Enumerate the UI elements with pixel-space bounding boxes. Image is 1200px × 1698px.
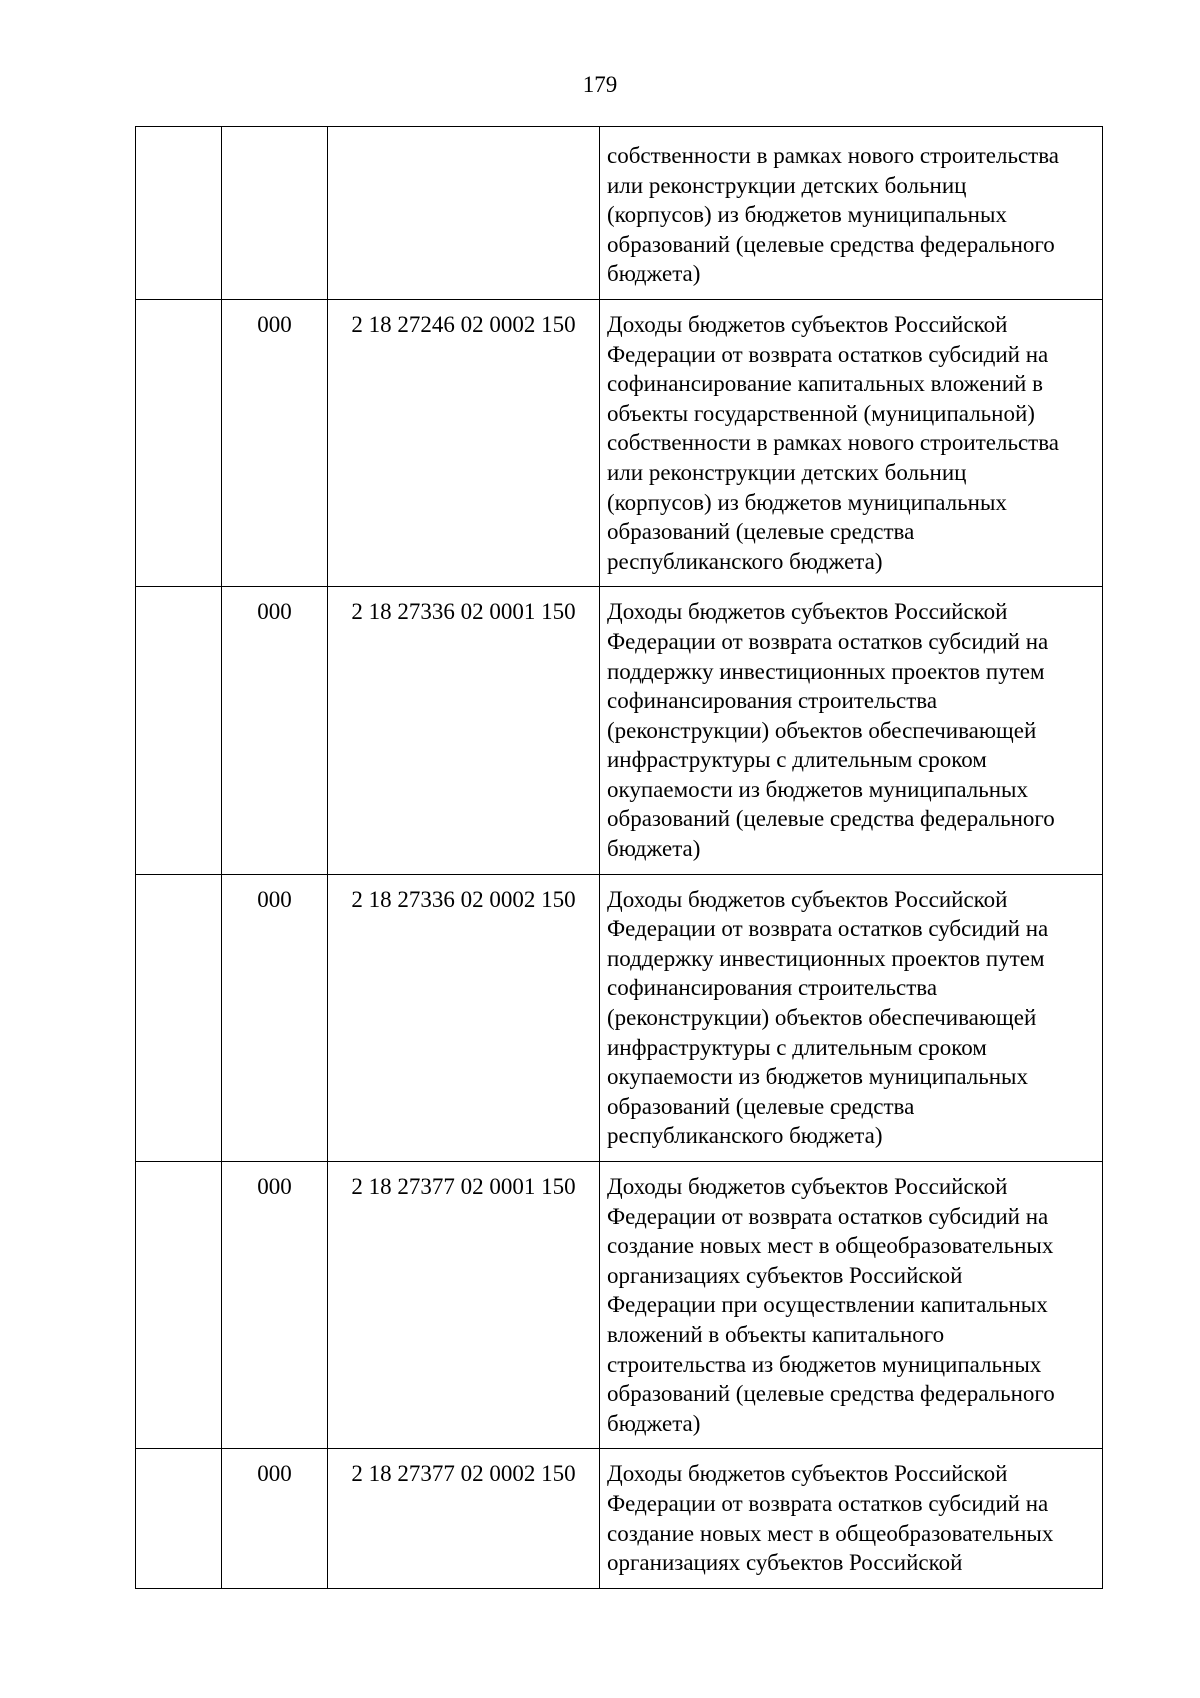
name-line: республиканского бюджета)	[607, 548, 883, 574]
table-row	[136, 127, 1103, 300]
name-line: вложений в объекты капитального	[607, 1321, 945, 1347]
name-line: (реконструкции) объектов обеспечивающей	[607, 717, 1037, 743]
name-line: Доходы бюджетов субъектов Российской	[607, 1461, 1008, 1487]
name-line: софинансирование капитальных вложений в	[607, 371, 1043, 397]
name-line: бюджета)	[607, 836, 701, 862]
income-name-cell	[600, 1449, 1103, 1588]
name-line: или реконструкции детских больниц	[607, 459, 967, 485]
name-line: строительства из бюджетов муниципальных	[607, 1351, 1042, 1377]
name-line: (реконструкции) объектов обеспечивающей	[607, 1005, 1037, 1031]
name-line: Доходы бюджетов субъектов Российской	[607, 886, 1008, 912]
name-line: софинансирования строительства	[607, 688, 938, 714]
income-name-cell	[600, 587, 1103, 874]
name-line: Федерации от возврата остатков субсидий на	[607, 916, 1049, 942]
table-body	[136, 127, 1103, 1589]
index-cell	[136, 1449, 222, 1588]
name-line: поддержку инвестиционных проектов путем	[607, 945, 1045, 971]
name-line: Доходы бюджетов субъектов Российской	[607, 599, 1008, 625]
income-code-cell: 2 18 27336 02 0002 150	[328, 874, 600, 1161]
name-line: окупаемости из бюджетов муниципальных	[607, 776, 1028, 802]
income-code-cell: 2 18 27377 02 0001 150	[328, 1162, 600, 1449]
table-row	[136, 1449, 1103, 1588]
name-line: собственности в рамках нового строительства	[607, 143, 1059, 168]
table-row	[136, 587, 1103, 874]
name-line: образований (целевые средства федерального	[607, 806, 1055, 832]
admin-code-cell: 000	[222, 1162, 328, 1449]
name-line: или реконструкции детских больниц	[607, 172, 967, 198]
income-code-cell: 2 18 27336 02 0001 150	[328, 587, 600, 874]
admin-code-cell: 000	[222, 299, 328, 586]
index-cell	[136, 1162, 222, 1449]
name-line: бюджета)	[607, 1410, 701, 1436]
name-line: окупаемости из бюджетов муниципальных	[607, 1064, 1028, 1090]
income-name-cell	[600, 1162, 1103, 1449]
name-line: образований (целевые средства	[607, 1093, 915, 1119]
name-line: создание новых мест в общеобразовательных	[607, 1520, 1054, 1546]
name-line: (корпусов) из бюджетов муниципальных	[607, 489, 1007, 515]
table-row	[136, 299, 1103, 586]
name-line: бюджета)	[607, 261, 701, 287]
income-name-cell	[600, 127, 1103, 300]
name-line: Федерации от возврата остатков субсидий на	[607, 628, 1049, 654]
name-line: Федерации от возврата остатков субсидий на	[607, 1490, 1049, 1516]
name-line: Доходы бюджетов субъектов Российской	[607, 1174, 1008, 1199]
name-line: Федерации от возврата остатков субсидий на	[607, 341, 1049, 367]
income-name-cell	[600, 874, 1103, 1161]
name-line: (корпусов) из бюджетов муниципальных	[607, 202, 1007, 228]
name-line: Доходы бюджетов субъектов Российской	[607, 311, 1008, 337]
name-line: республиканского бюджета)	[607, 1123, 883, 1149]
name-line: Федерации при осуществлении капитальных	[607, 1292, 1048, 1318]
index-cell	[136, 874, 222, 1161]
admin-code-cell: 000	[222, 874, 328, 1161]
name-line: организациях субъектов Российской	[607, 1550, 963, 1576]
income-code-cell	[328, 127, 600, 300]
admin-code-cell	[222, 127, 328, 300]
name-line: образований (целевые средства	[607, 519, 915, 545]
name-line: поддержку инвестиционных проектов путем	[607, 658, 1045, 684]
income-code-cell: 2 18 27377 02 0002 150	[328, 1449, 600, 1588]
name-line: образований (целевые средства федерального	[607, 231, 1055, 257]
income-name-cell	[600, 299, 1103, 586]
name-line: инфраструктуры с длительным сроком	[607, 1034, 987, 1060]
name-line: образований (целевые средства федерального	[607, 1381, 1055, 1407]
name-line: объекты государственной (муниципальной)	[607, 400, 1035, 426]
index-cell	[136, 127, 222, 300]
income-code-cell: 2 18 27246 02 0002 150	[328, 299, 600, 586]
index-cell	[136, 587, 222, 874]
name-line: создание новых мест в общеобразовательных	[607, 1233, 1054, 1259]
income-codes-table	[135, 126, 1103, 1589]
name-line: инфраструктуры с длительным сроком	[607, 747, 987, 773]
admin-code-cell: 000	[222, 1449, 328, 1588]
admin-code-cell: 000	[222, 587, 328, 874]
table-row	[136, 1162, 1103, 1449]
index-cell	[136, 299, 222, 586]
name-line: организациях субъектов Российской	[607, 1262, 963, 1288]
name-line: Федерации от возврата остатков субсидий на	[607, 1203, 1049, 1229]
name-line: собственности в рамках нового строительства	[607, 430, 1059, 456]
table-row	[136, 874, 1103, 1161]
name-line: софинансирования строительства	[607, 975, 938, 1001]
page-number: 179	[582, 72, 618, 97]
